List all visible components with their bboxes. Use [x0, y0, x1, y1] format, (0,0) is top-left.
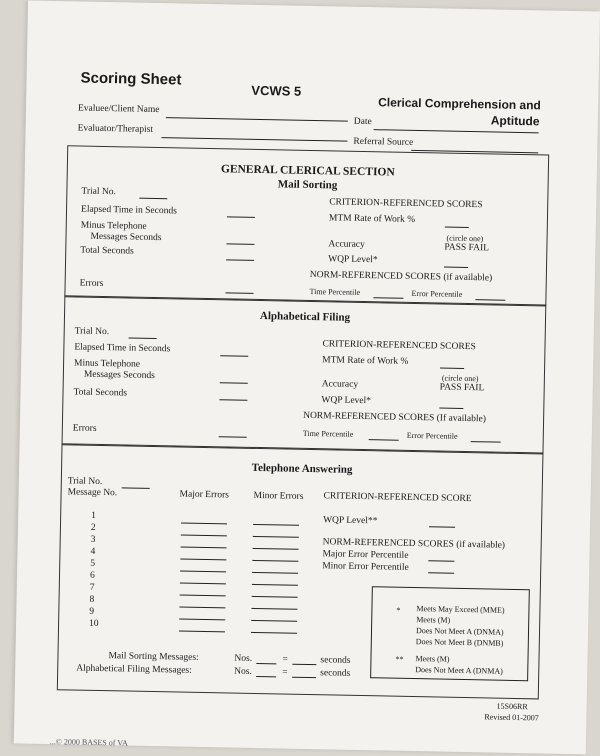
major-pct-field[interactable]: [428, 560, 454, 561]
revised-date: Revised 01-2007: [484, 712, 539, 723]
minus-tel-label-2: Messages Seconds: [83, 369, 155, 382]
major-error-field[interactable]: [179, 619, 225, 621]
alpha-nos-field[interactable]: [256, 676, 276, 677]
mtm-label: MTM Rate of Work %: [328, 213, 416, 225]
minor-pct-label: Minor Error Percentile: [322, 561, 409, 573]
major-error-field[interactable]: [181, 523, 227, 525]
mail-seconds-field[interactable]: [292, 664, 316, 665]
scoring-sheet-title: Scoring Sheet: [80, 69, 182, 89]
message-number: 4: [90, 546, 96, 557]
errors-field[interactable]: [225, 292, 253, 294]
wqp-label: WQP Level*: [328, 254, 378, 266]
legend-m2: Meets (M): [415, 654, 450, 664]
minor-pct-field[interactable]: [428, 572, 454, 573]
time-pct-label: Time Percentile: [309, 286, 361, 297]
major-error-field[interactable]: [179, 607, 225, 609]
message-number: 9: [89, 606, 95, 617]
trial-no-label: Trial No.: [74, 326, 110, 338]
minor-errors-header: Minor Errors: [253, 490, 304, 502]
minor-error-field[interactable]: [251, 632, 297, 634]
evaluator-label: Evaluator/Therapist: [77, 123, 154, 135]
wqp-field[interactable]: [429, 526, 455, 527]
trial-no-field[interactable]: [129, 338, 157, 340]
total-field[interactable]: [226, 259, 254, 261]
elapsed-label: Elapsed Time in Seconds: [74, 342, 171, 355]
minus-tel-label-1: Minus Telephone: [73, 358, 141, 370]
total-field[interactable]: [219, 399, 247, 401]
minus-tel-label-1: Minus Telephone: [80, 220, 147, 232]
err-pct-field[interactable]: [471, 441, 501, 443]
message-number: 2: [90, 522, 96, 533]
evaluee-field[interactable]: [166, 117, 348, 121]
scoring-sheet-page: [14, 1, 600, 755]
minor-error-field[interactable]: [251, 620, 297, 622]
test-name: VCWS 5: [251, 82, 302, 99]
norm-label: NORM-REFERENCED SCORES (if available): [309, 269, 493, 284]
telephone-title: Telephone Answering: [251, 461, 353, 476]
message-number: 7: [89, 582, 95, 593]
subtitle-line2: Aptitude: [490, 113, 540, 129]
mail-nos-label: Nos.: [234, 653, 253, 664]
trial-no-field[interactable]: [122, 487, 150, 489]
pass-fail-choice[interactable]: PASS FAIL: [439, 382, 485, 394]
minor-error-field[interactable]: [252, 560, 298, 562]
major-error-field[interactable]: [180, 595, 226, 597]
elapsed-field[interactable]: [227, 216, 255, 218]
time-pct-field[interactable]: [369, 439, 399, 441]
accuracy-label: Accuracy: [328, 239, 365, 251]
alpha-seconds-label: seconds: [320, 668, 351, 679]
major-error-field[interactable]: [181, 547, 227, 549]
major-error-field[interactable]: [180, 559, 226, 561]
major-error-field[interactable]: [181, 535, 227, 537]
elapsed-field[interactable]: [220, 355, 248, 357]
circle-one-note: (circle one): [441, 373, 479, 384]
wqp-field[interactable]: [439, 407, 463, 408]
elapsed-label: Elapsed Time in Seconds: [80, 204, 177, 217]
alpha-equals: =: [282, 667, 288, 678]
minor-error-field[interactable]: [253, 536, 299, 538]
criterion-label: CRITERION-REFERENCED SCORES: [329, 197, 483, 211]
copyright-line: ...© 2000 BASES of VA: [49, 737, 128, 748]
evaluator-field[interactable]: [161, 137, 347, 142]
criterion-label: CRITERION-REFERENCED SCORES: [322, 339, 476, 353]
subtitle-line1: Clerical Comprehension and: [378, 95, 541, 113]
circle-one-note: (circle one): [446, 233, 484, 244]
mail-msgs-label: Mail Sorting Messages:: [108, 651, 199, 663]
legend-star: *: [396, 605, 401, 615]
message-no-label: Message No.: [67, 487, 118, 499]
legend-dnma2: Does Not Meet A (DNMA): [415, 665, 503, 676]
legend-mme: Meets May Exceed (MME): [416, 604, 505, 615]
alpha-nos-label: Nos.: [234, 666, 252, 677]
mtm-label: MTM Rate of Work %: [322, 355, 409, 367]
total-label: Total Seconds: [73, 387, 128, 399]
message-number: 1: [91, 510, 97, 521]
errors-field[interactable]: [219, 436, 247, 438]
major-errors-header: Major Errors: [179, 489, 230, 501]
mtm-field[interactable]: [445, 227, 469, 228]
time-pct-field[interactable]: [373, 297, 403, 299]
message-number: 5: [90, 558, 96, 569]
mail-nos-field[interactable]: [256, 663, 276, 664]
legend-dnma: Does Not Meet A (DNMA): [415, 626, 504, 637]
alpha-seconds-field[interactable]: [292, 677, 316, 678]
minor-error-field[interactable]: [253, 548, 299, 550]
time-pct-label: Time Percentile: [302, 428, 354, 439]
err-pct-field[interactable]: [475, 299, 505, 301]
minus-tel-label-2: Messages Seconds: [90, 231, 162, 244]
minor-error-field[interactable]: [251, 608, 297, 610]
legend-star2: **: [395, 654, 404, 664]
wqp-field[interactable]: [444, 267, 468, 268]
wqp-legend-box: [370, 586, 530, 681]
date-field[interactable]: [374, 129, 539, 133]
major-error-field[interactable]: [180, 571, 226, 573]
alpha-filing-title: Alphabetical Filing: [259, 310, 351, 324]
legend-dnmb: Does Not Meet B (DNMB): [415, 637, 504, 648]
err-pct-label: Error Percentile: [406, 430, 458, 441]
form-code: 15S06RR: [496, 701, 528, 712]
mail-equals: =: [282, 654, 288, 665]
accuracy-label: Accuracy: [321, 379, 359, 390]
trial-no-label: Trial No.: [81, 186, 116, 198]
major-error-field[interactable]: [179, 631, 225, 633]
alpha-filing-section: [62, 295, 547, 454]
minor-error-field[interactable]: [252, 572, 298, 574]
message-number: 3: [90, 534, 96, 545]
major-error-field[interactable]: [180, 583, 226, 585]
legend-m: Meets (M): [416, 615, 451, 625]
errors-label: Errors: [72, 423, 97, 434]
minor-error-field[interactable]: [253, 524, 299, 526]
message-number: 8: [89, 594, 95, 605]
norm-label: NORM-REFERENCED SCORES (If available): [303, 410, 487, 425]
minor-error-field[interactable]: [252, 584, 298, 586]
evaluee-label: Evaluee/Client Name: [77, 103, 160, 116]
telephone-section: [57, 443, 544, 699]
norm-label: NORM-REFERENCED SCORES (if available): [322, 537, 506, 551]
minus-tel-field[interactable]: [220, 382, 248, 384]
errors-label: Errors: [79, 278, 104, 290]
trial-no-field[interactable]: [139, 198, 167, 200]
minus-tel-field[interactable]: [226, 243, 254, 245]
alpha-msgs-label: Alphabetical Filing Messages:: [76, 663, 192, 676]
message-number: 6: [89, 570, 95, 581]
referral-label: Referral Source: [353, 136, 414, 148]
wqp-label: WQP Level*: [321, 395, 372, 407]
criterion-label: CRITERION-REFERENCED SCORE: [323, 491, 472, 505]
mail-seconds-label: seconds: [320, 655, 351, 666]
err-pct-label: Error Percentile: [411, 288, 463, 299]
trial-no-label: Trial No.: [67, 476, 103, 488]
mtm-field[interactable]: [440, 367, 464, 368]
mail-sorting-section: [64, 145, 549, 306]
mail-sorting-title: Mail Sorting: [277, 178, 338, 192]
date-label: Date: [353, 116, 372, 128]
wqp-label: WQP Level**: [323, 515, 378, 527]
general-clerical-title: GENERAL CLERICAL SECTION: [220, 163, 395, 179]
total-label: Total Seconds: [80, 245, 134, 257]
major-pct-label: Major Error Percentile: [322, 549, 409, 561]
message-number: 10: [89, 618, 99, 629]
minor-error-field[interactable]: [252, 596, 298, 598]
pass-fail-choice[interactable]: PASS FAIL: [444, 242, 490, 254]
